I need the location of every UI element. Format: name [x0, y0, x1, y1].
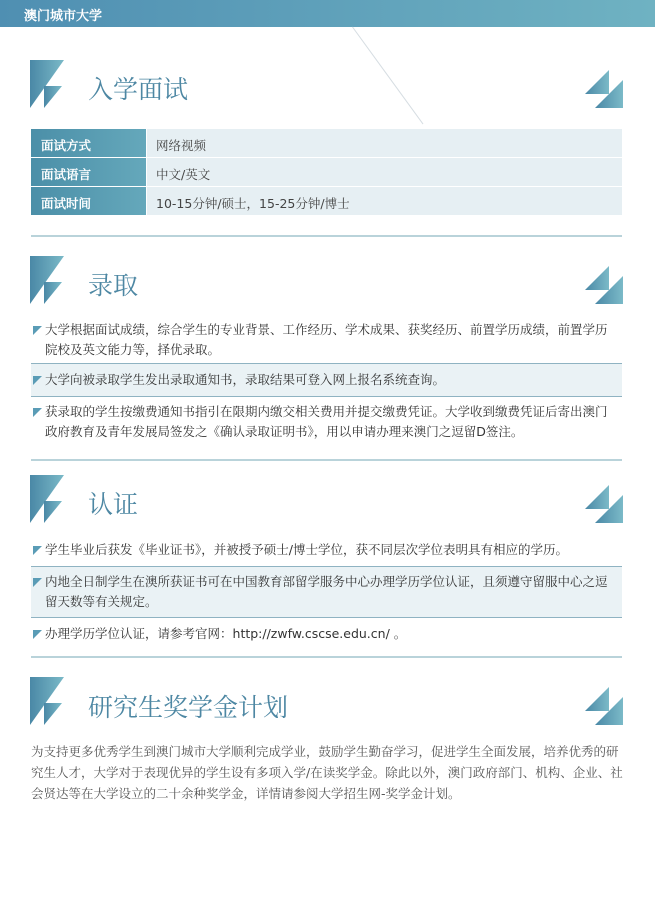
- corner-triangles-icon: [585, 687, 623, 725]
- decorative-line: [352, 27, 423, 125]
- bullet-icon: [33, 326, 42, 335]
- section-title-admission: 录取: [88, 271, 139, 300]
- official-site-link[interactable]: http://zwfw.cscse.edu.cn/: [232, 626, 390, 641]
- row-label: 面试语言: [31, 158, 146, 186]
- row-label: 面试时间: [31, 187, 146, 215]
- row-value: 10-15分钟/硕士，15-25分钟/博士: [147, 187, 622, 215]
- table-row: [31, 187, 622, 215]
- list-item: [31, 320, 622, 360]
- item-text: 学生毕业后获发《毕业证书》，并被授予硕士/博士学位，获不同层次学位表明具有相应的学历。: [45, 542, 568, 557]
- bullet-icon: [33, 578, 42, 587]
- item-text: 。: [389, 626, 407, 641]
- row-value: 中文/英文: [147, 158, 622, 186]
- divider: [31, 459, 622, 461]
- item-text: 获录取的学生按缴费通知书指引在限期内缴交相关费用并提交缴费凭证。大学收到缴费凭证后寄出澳门政府教育及青年发展局签发之《确认录取证明书》，用以申请办理来澳门之逗留D签注。: [45, 404, 608, 439]
- item-text: 办理学历学位认证，请参考官网：: [45, 626, 233, 641]
- corner-triangles-icon: [585, 266, 623, 304]
- section-logo-icon: [30, 677, 76, 725]
- bullet-icon: [33, 546, 42, 555]
- row-value: 网络视频: [147, 129, 622, 157]
- list-item: [31, 363, 622, 397]
- divider: [31, 235, 622, 237]
- bullet-icon: [33, 408, 42, 417]
- row-label: 面试方式: [31, 129, 146, 157]
- bullet-icon: [33, 630, 42, 639]
- corner-triangles-icon: [585, 485, 623, 523]
- item-text: 大学向被录取学生发出录取通知书，录取结果可登入网上报名系统查询。: [45, 372, 446, 387]
- item-text: 内地全日制学生在澳所获证书可在中国教育部留学服务中心办理学历学位认证，且须遵守留服中心之逗留天数等有关规定。: [45, 574, 608, 609]
- table-row: [31, 158, 622, 186]
- header-bar: [0, 0, 655, 27]
- table-row: [31, 129, 622, 157]
- list-item: [31, 402, 622, 442]
- list-item: [31, 624, 622, 644]
- section-title-scholarship: 研究生奖学金计划: [88, 693, 289, 722]
- scholarship-paragraph: 为支持更多优秀学生到澳门城市大学顺利完成学业，鼓励学生勤奋学习，促进学生全面发展，培养优秀的研究生人才，大学对于表现优异的学生设有多项入学/在读奖学金。除此以外，澳门政府部门、机构、企业、社会贤达等在大学设立的二十余种奖学金，详情请参阅大学招生网-奖学金计划。: [31, 744, 623, 801]
- section-title-certification: 认证: [88, 490, 139, 519]
- section-title-interview: 入学面试: [88, 75, 189, 104]
- divider: [31, 656, 622, 658]
- list-item: [31, 540, 622, 560]
- section-logo-icon: [30, 475, 76, 523]
- section-logo-icon: [30, 256, 76, 304]
- list-item: [31, 566, 622, 618]
- bullet-icon: [33, 376, 42, 385]
- item-text: 大学根据面试成绩，综合学生的专业背景、工作经历、学术成果、获奖经历、前置学历成绩，前置学历院校及英文能力等，择优录取。: [45, 322, 608, 357]
- university-name: 澳门城市大学: [24, 9, 103, 24]
- interview-table: [31, 129, 622, 216]
- section-logo-icon: [30, 60, 76, 108]
- corner-triangles-icon: [585, 70, 623, 108]
